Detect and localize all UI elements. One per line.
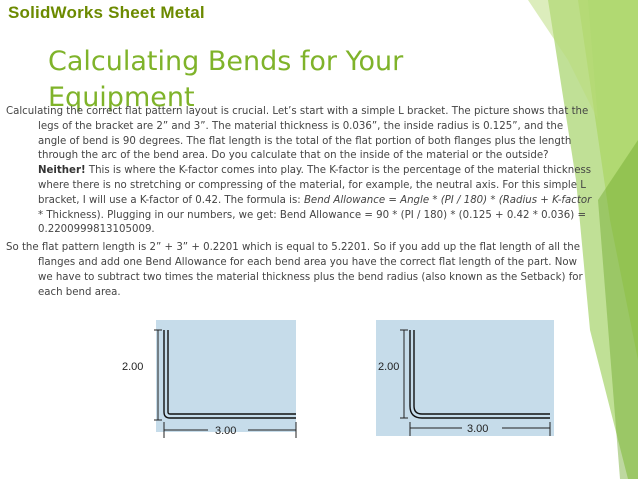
horizontal-dim-label: 3.00 <box>467 423 489 435</box>
slide-body <box>6 105 592 303</box>
vertical-dim-label: 2.00 <box>122 361 144 373</box>
bold-neither: Neither! <box>38 165 86 177</box>
header-brand: SolidWorks Sheet Metal <box>8 3 205 22</box>
slide-title: Calculating Bends for Your Equipment <box>48 46 404 113</box>
vertical-dim-label: 2.00 <box>378 361 400 373</box>
horizontal-dim-label: 3.00 <box>215 425 237 437</box>
formula-text: Bend Allowance = Angle * (PI / 180) * (Radius + K-factor <box>303 194 592 206</box>
paragraph-1: Calculating the correct flat pattern layout is crucial. Let’s start with a simple L bracket. The picture shows that the legs of the bracket are 2” and 3”. The material thickness is 0.036”, the inside radius is 0.125”, and the angle of bend is 90 degrees. The flat length is the total of the flat portion of both flanges plus the length through the arc of the bend area. Do you calculate that on the inside of the material or the outside? Neither! This is where the K-factor comes into play. The K-factor is the percentage of the material thickness where there is no stretching or compressing of the material, for example, the neutral axis. For this simple L bracket, I will use a K-factor of 0.42. The formula is: Bend Allowance = Angle * (PI / 180) * (Radius + K-factor * Thickness). Plugging in our numbers, we get: Bend Allowance = 90 * (PI / 180) * (0.125 + 0.42 * 0.036) = 0.2200999813105009. <box>6 106 592 236</box>
l-bracket-figure-2 <box>372 318 558 440</box>
l-bracket-figure-1 <box>118 318 300 440</box>
paragraph-2: So the flat pattern length is 2” + 3” + 0.2201 which is equal to 5.2201. So if you add up the flat length of all the flanges and add one Bend Allowance for each bend area you have the correct flat length of the part. Now we have to subtract two times the material thickness plus the bend radius (also known as the Setback) for each bend area. <box>6 242 583 298</box>
